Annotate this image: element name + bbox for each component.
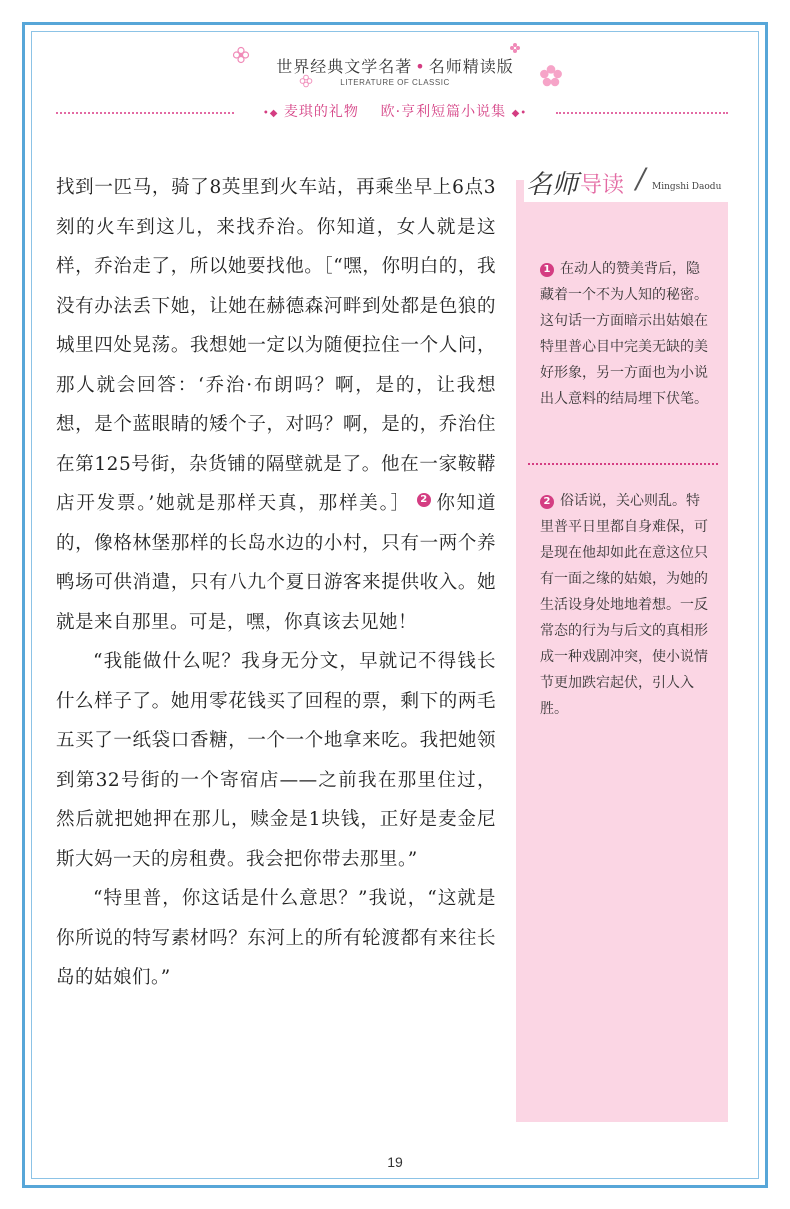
guide-label-ming: 名师 (526, 170, 579, 200)
paragraph: “特里普，你这话是什么意思？”我说，“这就是你所说的特写素材吗？东河上的所有轮渡都有来往长岛的姑娘们。” (56, 888, 496, 988)
paragraph: “我能做什么呢？我身无分文，早就记不得钱长什么样子了。她用零花钱买了回程的票，剩下的两毛五买了一纸袋口香糖，一个一个地拿来吃。我把她领到第32号街的一个寄宿店——之前我在那里住过，然后就把她押在那儿，赎金是1块钱，正好是麦金尼斯大妈一天的房租费。我会把你带去那里。” (56, 651, 496, 870)
guide-sidebar-header (524, 162, 734, 202)
paragraph-text: 你知道的，像格林堡那样的长岛水边的小村，只有一两个养鸭场可供消遣，只有八九个夏日游客来提供收入。她就是来自那里。可是，嘿，你真该去见她！ (56, 493, 496, 633)
paragraph (56, 168, 496, 642)
guide-label-slash: / (636, 162, 646, 195)
guide-label-pinyin: Mingshi Daodu (652, 182, 722, 192)
guide-note (540, 488, 708, 722)
guide-note (540, 256, 708, 412)
series-title-separator: • (415, 57, 426, 76)
series-subtitle: LITERATURE OF CLASSIC (340, 78, 450, 87)
guide-note-number: 1 (540, 263, 554, 277)
paragraph-text: 找到一匹马，骑了8英里到火车站，再乘坐早上6点3刻的火车到这儿，来找乔治。你知道，女人就是这样，乔治走了，所以她要找他。［“嘿，你明白的，我没有办法丢下她，让她在赫德森河畔到处都是色狼的城里四处晃荡。我想她一定以为随便拉住一个人问，那人就会回答：‘乔治·布朗吗？啊，是的，让我想想，是个蓝眼睛的矮个子，对吗？啊，是的，乔治住在第125号街，杂货铺的隔壁就是了。他在一家鞍鞯店开发票。’她就是那样天真，那样美。］ (56, 177, 496, 514)
guide-note-divider (528, 463, 718, 465)
main-text (56, 168, 496, 998)
book-subtitle: 欧·亨利短篇小说集 (380, 104, 507, 120)
guide-note-text: 在动人的赞美背后，隐藏着一个不为人知的秘密。这句话一方面暗示出姑娘在特里普心目中完美无缺的美好形象，另一方面也为小说出人意料的结局埋下伏笔。 (540, 261, 708, 407)
guide-note-text: 俗话说，关心则乱。特里普平日里都自身难保，可是现在他却如此在意这位只有一面之缘的姑娘，为她的生活设身处地地着想。一反常态的行为与后文的真相形成一种戏剧冲突，使小说情节更加跌宕起伏，引人入胜。 (540, 493, 708, 717)
annotation-marker: 2 (417, 493, 431, 507)
book-title-deco-left: •◆ (262, 108, 279, 119)
guide-label-dao: 导读 (580, 173, 625, 198)
book-title-deco-right: ◆• (511, 108, 528, 119)
book-title: 麦琪的礼物 (283, 104, 359, 120)
series-title-edition: 名师精读版 (428, 57, 514, 76)
flower-icon (509, 42, 521, 54)
page-number: 19 (387, 1154, 403, 1170)
series-title-main: 世界经典文学名著 (276, 57, 413, 76)
book-title-line (0, 101, 790, 121)
guide-note-number: 2 (540, 495, 554, 509)
series-title (0, 54, 790, 77)
